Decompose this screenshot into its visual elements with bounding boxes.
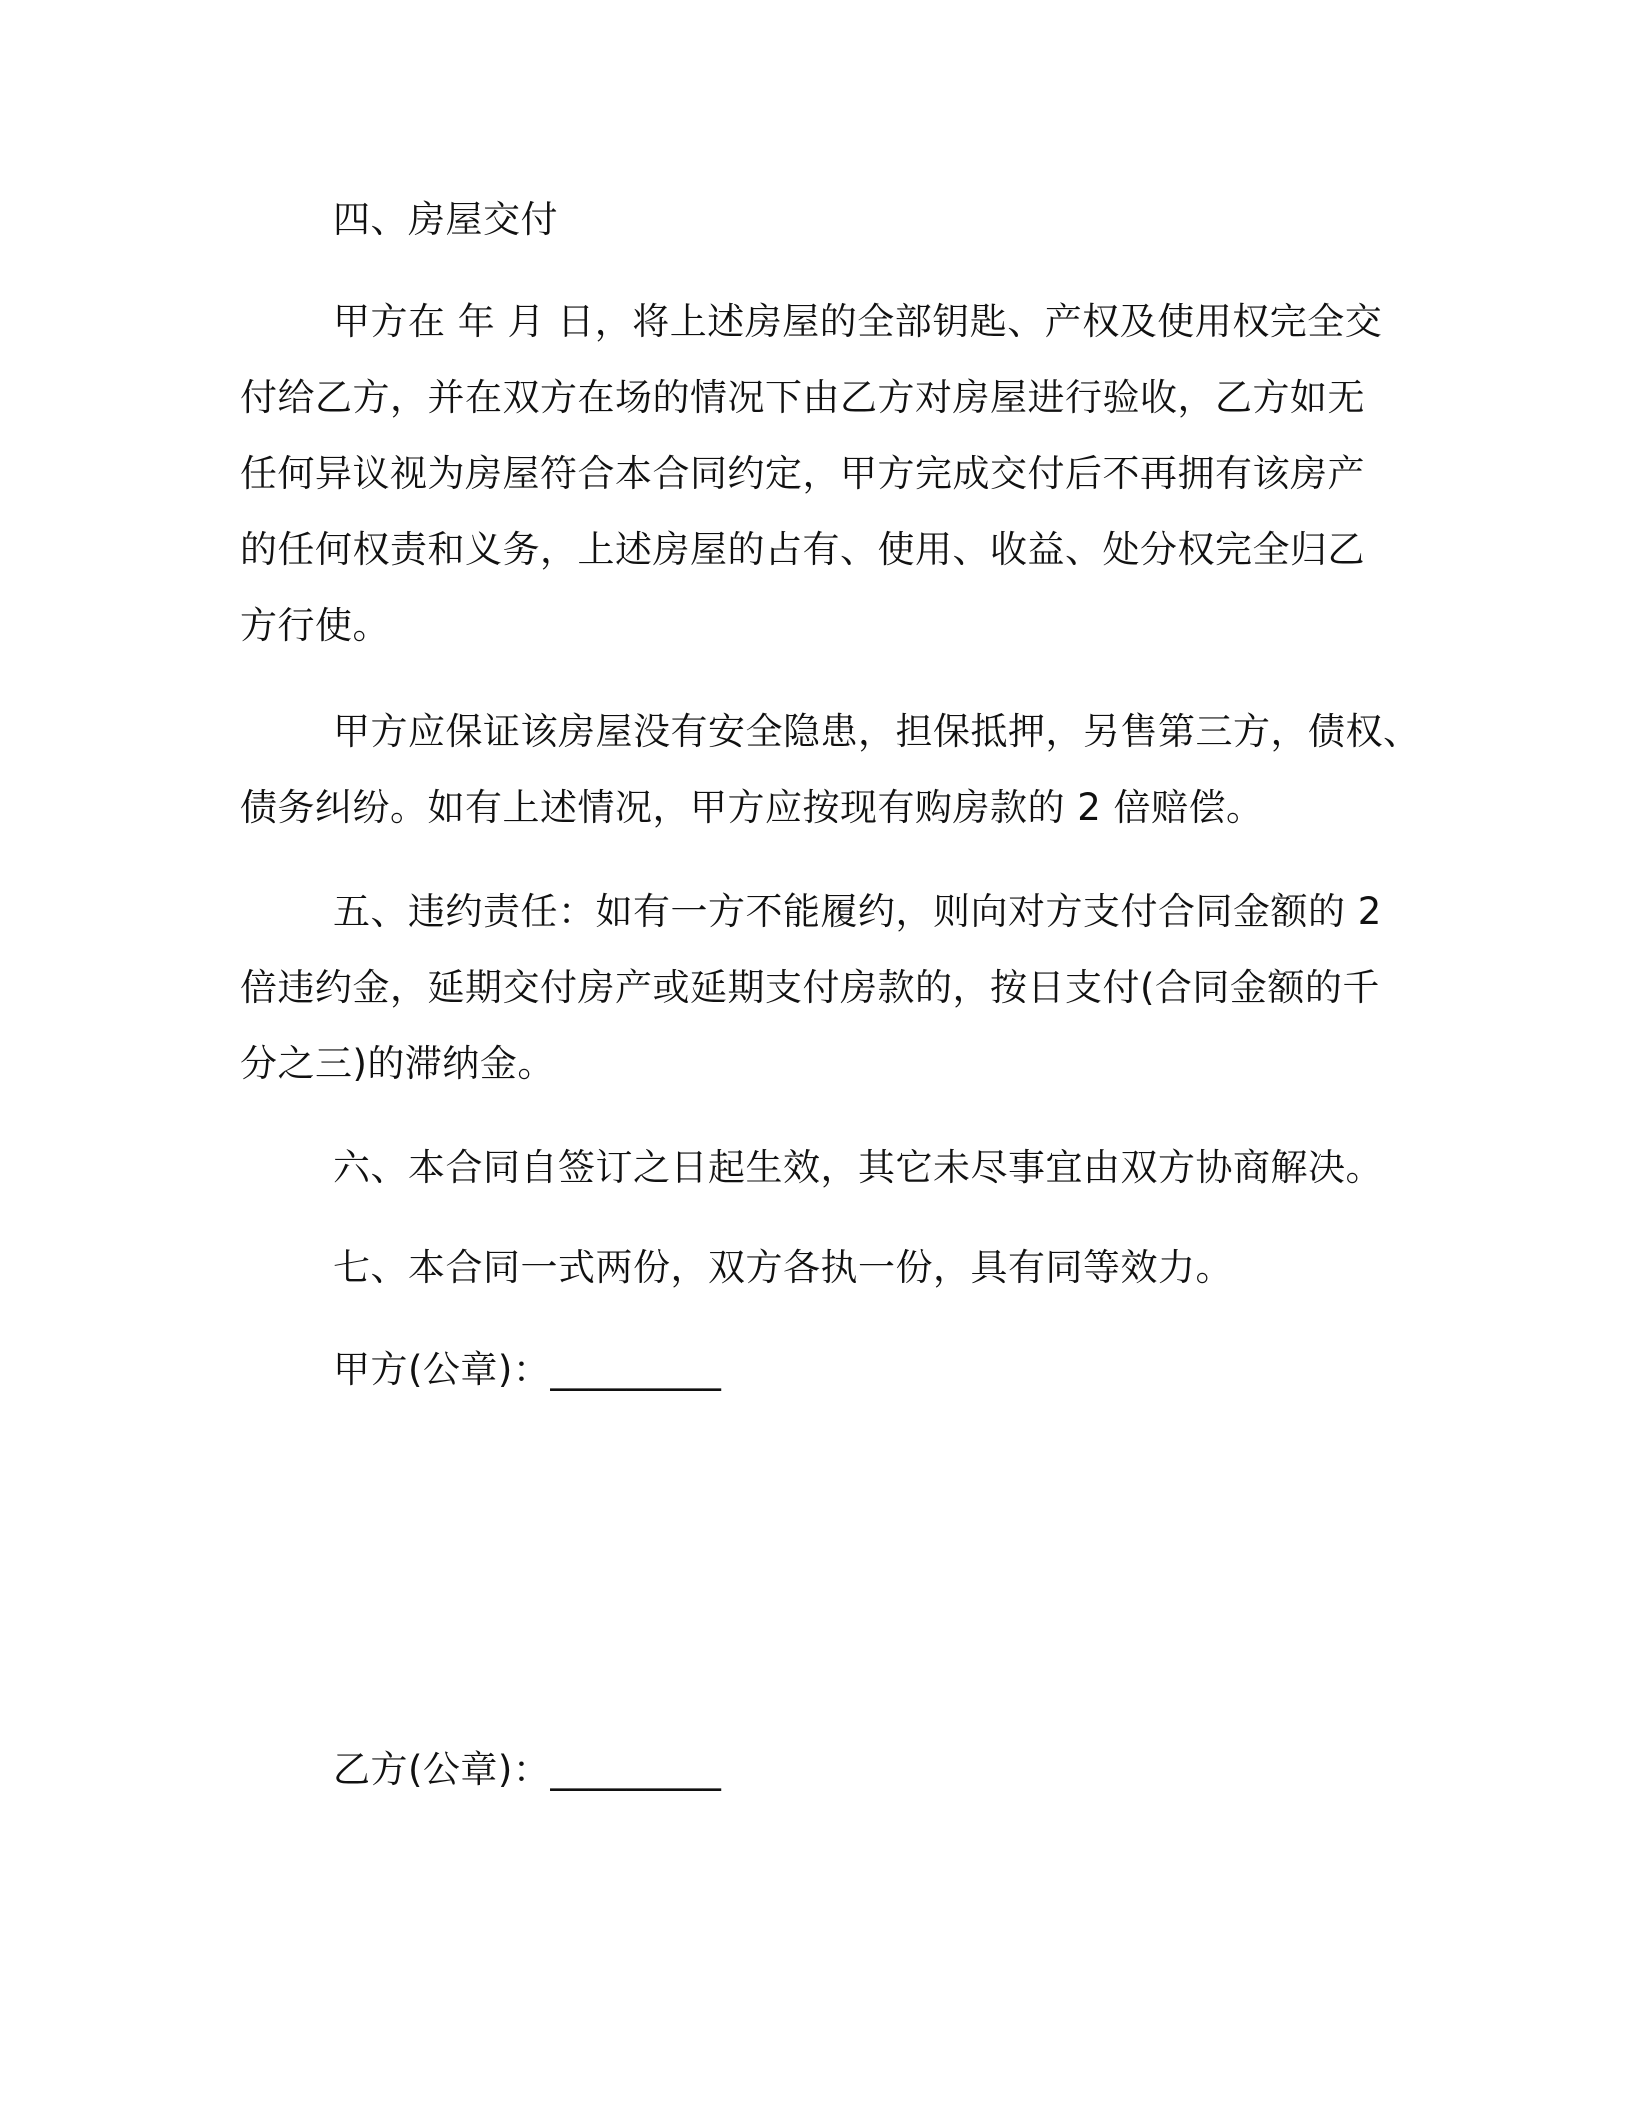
delivery-paragraph-line-3: 任何异议视为房屋符合本合同约定，甲方完成交付后不再拥有该房产 bbox=[240, 452, 1365, 495]
guarantee-paragraph-line-1: 甲方应保证该房屋没有安全隐患，担保抵押，另售第三方，债权、 bbox=[333, 710, 1421, 753]
copies-clause: 七、本合同一式两份，双方各执一份，具有同等效力。 bbox=[333, 1246, 1233, 1289]
delivery-paragraph-line-1: 甲方在 年 月 日，将上述房屋的全部钥匙、产权及使用权完全交 bbox=[333, 300, 1383, 343]
party-b-signature-line: 乙方(公章)：_________ bbox=[333, 1748, 722, 1791]
breach-paragraph-line-3: 分之三)的滞纳金。 bbox=[240, 1042, 555, 1085]
guarantee-paragraph-line-2: 债务纠纷。如有上述情况，甲方应按现有购房款的 2 倍赔偿。 bbox=[240, 786, 1264, 829]
effective-clause: 六、本合同自签订之日起生效，其它未尽事宜由双方协商解决。 bbox=[333, 1146, 1383, 1189]
section-heading-delivery: 四、房屋交付 bbox=[333, 198, 558, 241]
breach-paragraph-line-2: 倍违约金，延期交付房产或延期支付房款的，按日支付(合同金额的千 bbox=[240, 966, 1380, 1009]
delivery-paragraph-line-2: 付给乙方，并在双方在场的情况下由乙方对房屋进行验收，乙方如无 bbox=[240, 376, 1365, 419]
breach-paragraph-line-1: 五、违约责任：如有一方不能履约，则向对方支付合同金额的 2 bbox=[333, 890, 1382, 933]
delivery-paragraph-line-4: 的任何权责和义务，上述房屋的占有、使用、收益、处分权完全归乙 bbox=[240, 528, 1365, 571]
delivery-paragraph-line-5: 方行使。 bbox=[240, 604, 390, 647]
party-a-signature-line: 甲方(公章)：_________ bbox=[333, 1348, 722, 1391]
